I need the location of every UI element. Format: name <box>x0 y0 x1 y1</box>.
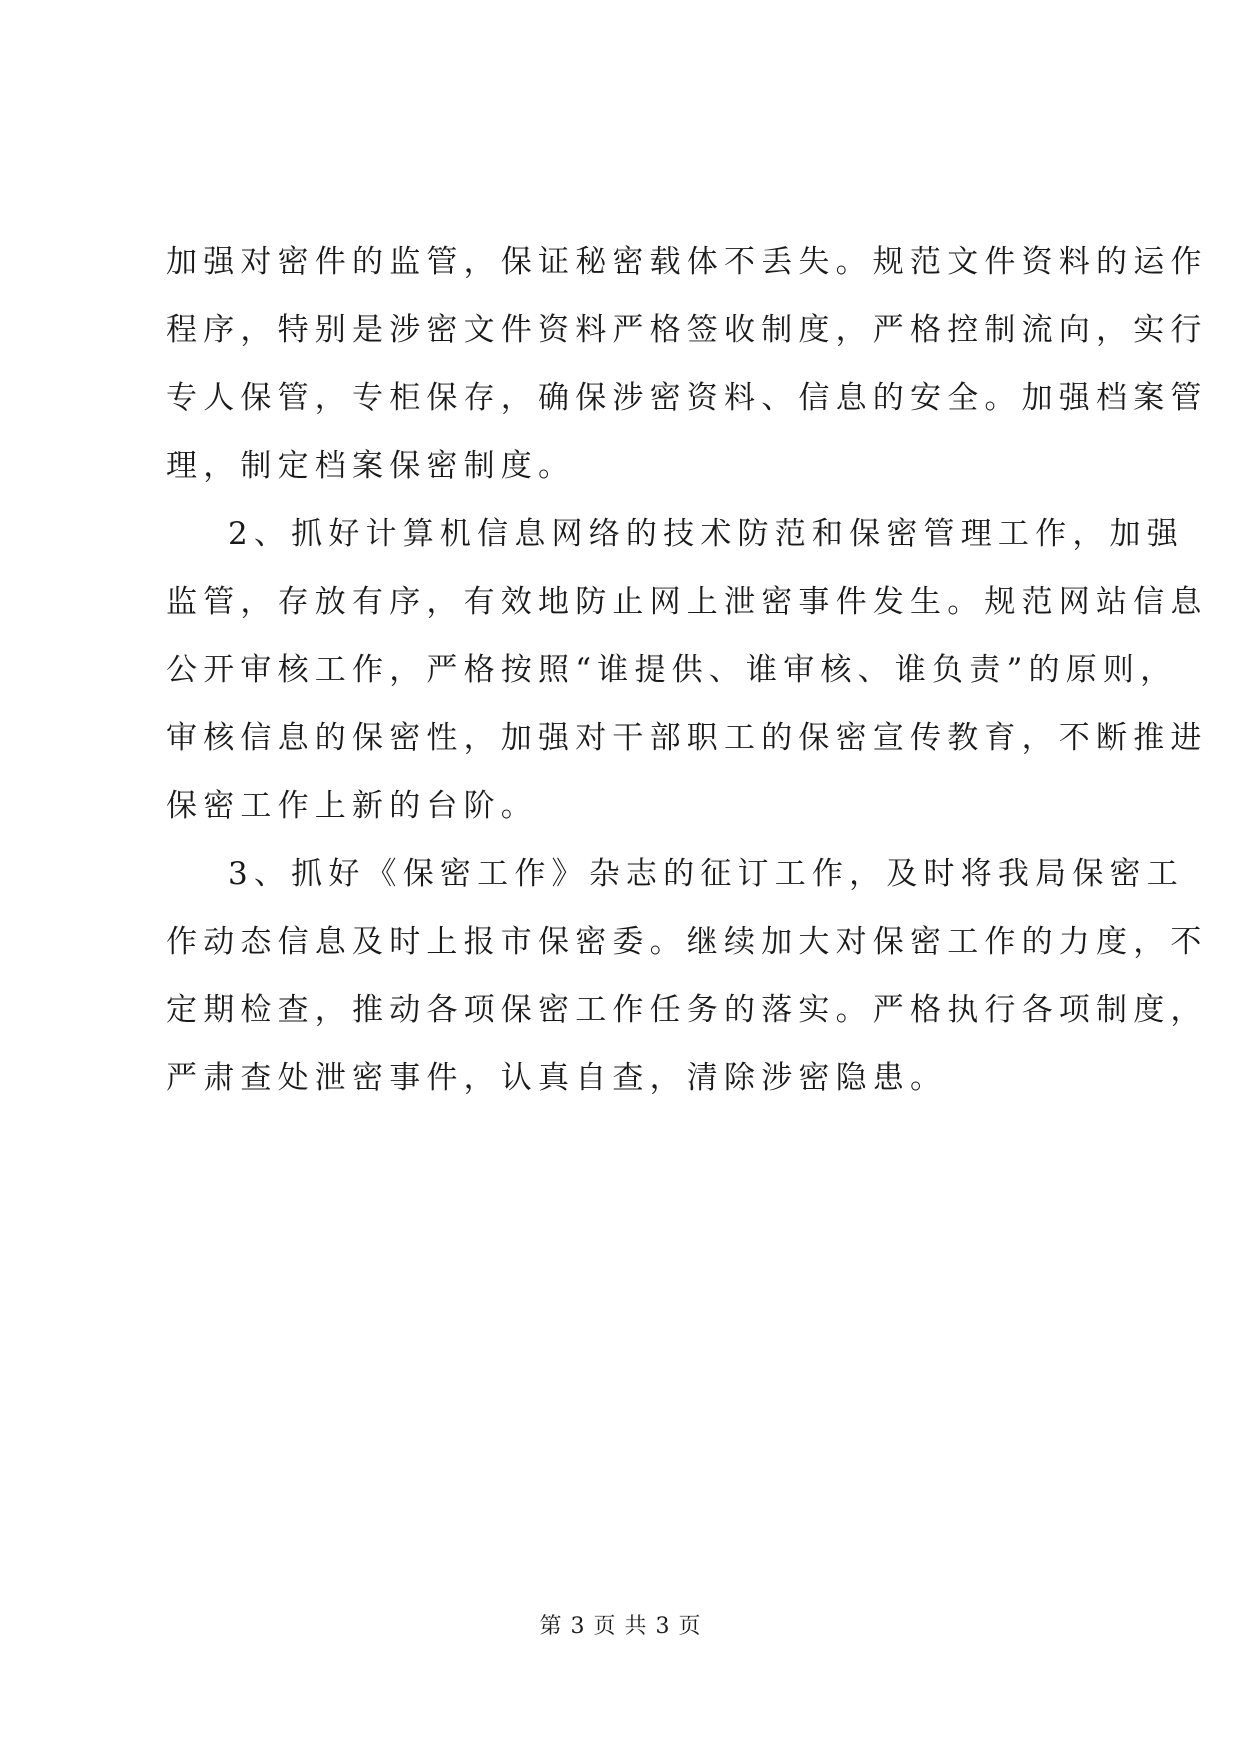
text-line: 严肃查处泄密事件，认真自查，清除涉密隐患。 <box>166 1060 948 1096</box>
text-line: 审核信息的保密性，加强对干部职工的保密宣传教育，不断推进 <box>166 720 1208 756</box>
text-line: 监管，存放有序，有效地防止网上泄密事件发生。规范网站信息 <box>166 584 1208 620</box>
paragraph-first-line: 2、抓好计算机信息网络的技术防范和保密管理工作，加强 <box>228 516 1184 552</box>
text-line: 专人保管，专柜保存，确保涉密资料、信息的安全。加强档案管 <box>166 380 1208 416</box>
text-line: 公开审核工作，严格按照“谁提供、谁审核、谁负责”的原则， <box>166 652 1178 688</box>
text-line: 定期检查，推动各项保密工作任务的落实。严格执行各项制度， <box>166 992 1208 1028</box>
text-line: 保密工作上新的台阶。 <box>166 788 538 824</box>
text-line: 作动态信息及时上报市保密委。继续加大对保密工作的力度，不 <box>166 924 1208 960</box>
text-line: 理，制定档案保密制度。 <box>166 448 576 484</box>
paragraph-first-line: 3、抓好《保密工作》杂志的征订工作，及时将我局保密工 <box>228 856 1184 892</box>
text-line: 程序，特别是涉密文件资料严格签收制度，严格控制流向，实行 <box>166 312 1208 348</box>
document-body <box>166 228 1208 1112</box>
text-line: 加强对密件的监管，保证秘密载体不丢失。规范文件资料的运作 <box>166 244 1208 280</box>
page-number-footer: 第 3 页 共 3 页 <box>539 1614 702 1639</box>
